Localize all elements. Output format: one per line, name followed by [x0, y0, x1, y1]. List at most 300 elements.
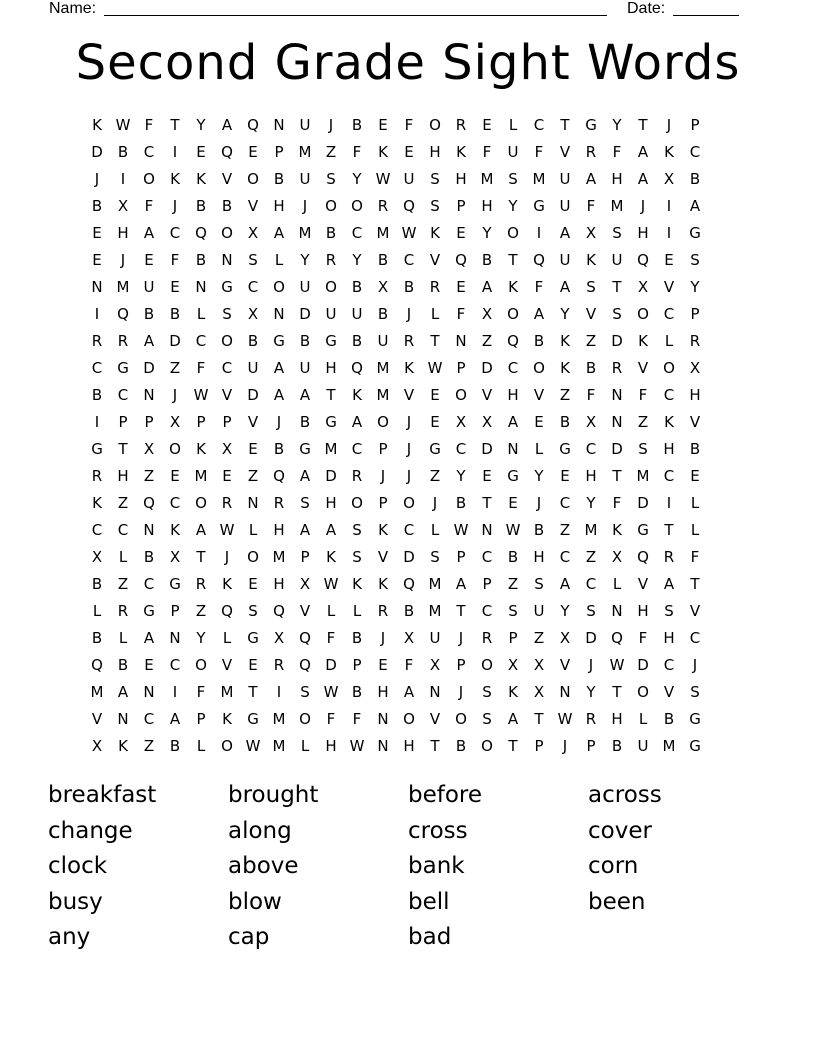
grid-letter: R [403, 332, 415, 350]
grid-letter: S [508, 170, 518, 188]
grid-letter: K [508, 683, 518, 701]
grid-letter: Q [117, 305, 129, 323]
grid-letter: M [298, 224, 312, 242]
grid-letter: K [170, 170, 180, 188]
grid-letter: U [143, 278, 155, 296]
grid-letter: C [143, 143, 155, 161]
grid-letter: T [196, 548, 206, 566]
grid-letter: S [482, 710, 492, 728]
grid-letter: C [403, 251, 415, 269]
grid-letter: S [248, 602, 258, 620]
grid-row [84, 220, 734, 247]
word-list-item: change [48, 817, 133, 844]
grid-letter: K [508, 278, 518, 296]
grid-letter: C [143, 575, 155, 593]
grid-letter: A [273, 359, 285, 377]
grid-letter: Y [560, 602, 570, 620]
grid-letter: M [272, 737, 286, 755]
grid-letter: G [299, 440, 311, 458]
grid-letter: J [380, 467, 386, 485]
grid-letter: E [404, 143, 414, 161]
grid-letter: S [586, 278, 596, 296]
grid-letter: X [611, 548, 623, 566]
grid-letter: C [689, 629, 701, 647]
grid-letter: E [456, 278, 466, 296]
grid-letter: N [143, 386, 155, 404]
grid-letter: C [351, 440, 363, 458]
grid-letter: K [352, 386, 362, 404]
grid-letter: V [559, 143, 571, 161]
grid-letter: W [323, 575, 339, 593]
grid-letter: X [689, 359, 701, 377]
grid-letter: G [507, 467, 519, 485]
grid-letter: W [609, 656, 625, 674]
grid-letter: I [94, 305, 100, 323]
word-list-item: bad [408, 924, 452, 951]
grid-letter: O [351, 197, 363, 215]
grid-letter: V [559, 656, 571, 674]
grid-letter: B [195, 197, 207, 215]
grid-row [84, 517, 734, 544]
grid-letter: T [430, 737, 440, 755]
grid-letter: R [221, 494, 233, 512]
grid-letter: H [637, 224, 649, 242]
grid-letter: H [663, 629, 675, 647]
grid-letter: S [300, 683, 310, 701]
grid-letter: O [221, 737, 233, 755]
grid-letter: A [689, 197, 701, 215]
grid-letter: S [612, 224, 622, 242]
grid-letter: O [637, 305, 649, 323]
grid-letter: V [663, 278, 675, 296]
grid-letter: O [325, 197, 337, 215]
grid-letter: M [584, 521, 598, 539]
grid-letter: K [378, 143, 388, 161]
grid-letter: M [610, 197, 624, 215]
grid-letter: J [120, 251, 126, 269]
grid-letter: P [118, 413, 128, 431]
grid-letter: S [222, 305, 232, 323]
grid-letter: B [195, 251, 207, 269]
grid-letter: H [273, 521, 285, 539]
grid-letter: X [637, 278, 649, 296]
grid-letter: K [560, 359, 570, 377]
grid-letter: X [91, 548, 103, 566]
grid-letter: H [533, 548, 545, 566]
grid-letter: R [273, 494, 285, 512]
word-list-item: across [588, 782, 662, 808]
grid-letter: C [507, 359, 519, 377]
grid-letter: A [143, 629, 155, 647]
grid-letter: A [273, 386, 285, 404]
grid-letter: W [193, 386, 209, 404]
grid-letter: L [690, 521, 700, 539]
grid-letter: H [325, 737, 337, 755]
grid-letter: B [585, 359, 597, 377]
grid-letter: P [456, 197, 466, 215]
grid-letter: U [429, 629, 441, 647]
grid-letter: V [91, 710, 103, 728]
grid-letter: Y [352, 170, 362, 188]
grid-letter: O [377, 413, 389, 431]
grid-letter: Q [299, 629, 311, 647]
grid-letter: F [352, 143, 362, 161]
word-list-item: brought [228, 782, 319, 808]
grid-letter: L [534, 440, 544, 458]
grid-letter: C [169, 224, 181, 242]
grid-letter: X [585, 224, 597, 242]
grid-letter: B [117, 143, 129, 161]
grid-letter: U [507, 143, 519, 161]
grid-letter: B [91, 575, 103, 593]
grid-letter: X [247, 224, 259, 242]
word-list [48, 778, 768, 956]
grid-letter: Y [508, 197, 518, 215]
grid-letter: S [352, 521, 362, 539]
grid-letter: S [638, 440, 648, 458]
grid-letter: X [481, 413, 493, 431]
word-list-item: before [408, 782, 483, 808]
grid-letter: M [116, 278, 130, 296]
grid-letter: Z [195, 602, 207, 620]
grid-letter: A [195, 521, 207, 539]
grid-letter: H [637, 602, 649, 620]
word-list-item: blow [228, 888, 282, 915]
grid-letter: Q [221, 602, 233, 620]
grid-letter: J [380, 629, 386, 647]
grid-letter: P [456, 548, 466, 566]
grid-letter: M [272, 548, 286, 566]
grid-letter: R [351, 467, 363, 485]
grid-letter: C [117, 386, 129, 404]
grid-letter: T [508, 737, 518, 755]
word-list-item: busy [48, 888, 103, 915]
grid-letter: Q [143, 494, 155, 512]
grid-letter: T [664, 521, 674, 539]
grid-letter: U [325, 305, 337, 323]
grid-letter: N [377, 737, 389, 755]
grid-letter: I [94, 413, 100, 431]
grid-letter: I [666, 224, 672, 242]
grid-letter: R [91, 332, 103, 350]
grid-letter: T [560, 116, 570, 134]
grid-letter: P [196, 710, 206, 728]
grid-letter: L [664, 332, 674, 350]
grid-letter: G [689, 737, 701, 755]
grid-letter: E [248, 143, 258, 161]
grid-letter: Z [169, 359, 181, 377]
grid-letter: B [481, 251, 493, 269]
grid-letter: L [508, 116, 518, 134]
grid-letter: S [430, 548, 440, 566]
grid-letter: A [299, 386, 311, 404]
grid-letter: B [351, 683, 363, 701]
grid-letter: A [637, 143, 649, 161]
grid-row [84, 301, 734, 328]
grid-letter: R [377, 602, 389, 620]
grid-letter: Q [221, 143, 233, 161]
grid-letter: P [170, 602, 180, 620]
grid-row [84, 139, 734, 166]
word-list-item [588, 920, 768, 956]
grid-letter: O [455, 710, 467, 728]
grid-row [84, 544, 734, 571]
grid-letter: Z [325, 143, 337, 161]
grid-letter: K [586, 251, 596, 269]
grid-letter: U [403, 170, 415, 188]
word-list-item: been [588, 888, 646, 915]
grid-letter: S [690, 251, 700, 269]
grid-letter: T [430, 332, 440, 350]
grid-letter: U [559, 197, 571, 215]
grid-letter: P [378, 494, 388, 512]
grid-letter: A [533, 305, 545, 323]
grid-letter: I [536, 224, 542, 242]
grid-letter: F [586, 197, 596, 215]
grid-letter: O [195, 494, 207, 512]
grid-letter: Y [352, 251, 362, 269]
grid-row [84, 490, 734, 517]
grid-letter: J [406, 305, 412, 323]
grid-letter: A [585, 170, 597, 188]
grid-letter: K [118, 737, 128, 755]
grid-letter: T [456, 602, 466, 620]
grid-letter: C [143, 710, 155, 728]
grid-letter: C [169, 656, 181, 674]
word-list-item: cross [408, 817, 468, 844]
grid-letter: X [273, 629, 285, 647]
grid-letter: Z [247, 467, 259, 485]
grid-letter: A [351, 413, 363, 431]
grid-letter: S [248, 251, 258, 269]
grid-letter: F [404, 656, 414, 674]
grid-letter: V [637, 359, 649, 377]
grid-letter: J [94, 170, 100, 188]
grid-letter: M [636, 467, 650, 485]
grid-letter: F [170, 251, 180, 269]
grid-letter: D [325, 467, 337, 485]
grid-letter: T [638, 116, 648, 134]
grid-letter: B [91, 386, 103, 404]
grid-letter: N [143, 683, 155, 701]
word-list-item: breakfast [48, 782, 157, 808]
grid-letter: N [195, 278, 207, 296]
grid-letter: O [663, 359, 675, 377]
grid-letter: K [222, 575, 232, 593]
grid-letter: N [91, 278, 103, 296]
grid-letter: L [222, 629, 232, 647]
grid-letter: A [559, 224, 571, 242]
word-list-item: any [48, 924, 91, 951]
grid-letter: K [222, 710, 232, 728]
grid-letter: K [456, 143, 466, 161]
grid-letter: Z [559, 386, 571, 404]
grid-letter: L [92, 602, 102, 620]
grid-letter: O [169, 440, 181, 458]
grid-row [84, 355, 734, 382]
grid-letter: N [611, 602, 623, 620]
grid-letter: R [117, 602, 129, 620]
grid-letter: J [666, 116, 672, 134]
word-list-item: bell [408, 888, 450, 915]
grid-letter: I [666, 494, 672, 512]
grid-row [84, 328, 734, 355]
grid-letter: J [458, 629, 464, 647]
name-blank-line [104, 15, 607, 16]
grid-letter: B [507, 548, 519, 566]
grid-letter: Q [611, 629, 623, 647]
grid-letter: W [557, 710, 573, 728]
grid-letter: A [455, 575, 467, 593]
grid-letter: A [221, 116, 233, 134]
grid-letter: S [482, 683, 492, 701]
grid-letter: L [326, 602, 336, 620]
grid-letter: W [323, 683, 339, 701]
grid-letter: R [585, 143, 597, 161]
grid-letter: N [559, 683, 571, 701]
grid-letter: T [326, 386, 336, 404]
grid-letter: J [406, 440, 412, 458]
grid-letter: W [245, 737, 261, 755]
grid-row [84, 193, 734, 220]
grid-letter: V [429, 251, 441, 269]
grid-letter: B [299, 332, 311, 350]
grid-letter: P [534, 737, 544, 755]
grid-letter: P [222, 413, 232, 431]
grid-letter: S [352, 548, 362, 566]
grid-letter: M [324, 440, 338, 458]
grid-letter: J [588, 656, 594, 674]
grid-letter: W [427, 359, 443, 377]
grid-letter: Y [690, 278, 700, 296]
grid-letter: X [663, 170, 675, 188]
grid-letter: A [559, 278, 571, 296]
grid-letter: Z [507, 575, 519, 593]
grid-letter: X [143, 440, 155, 458]
grid-letter: F [196, 683, 206, 701]
grid-letter: J [406, 467, 412, 485]
grid-letter: K [378, 575, 388, 593]
grid-letter: Z [143, 467, 155, 485]
grid-letter: F [534, 143, 544, 161]
grid-letter: V [247, 197, 259, 215]
grid-letter: F [144, 197, 154, 215]
grid-letter: A [403, 683, 415, 701]
grid-letter: C [195, 332, 207, 350]
grid-letter: B [143, 305, 155, 323]
grid-letter: C [117, 521, 129, 539]
grid-letter: S [300, 494, 310, 512]
grid-letter: V [663, 683, 675, 701]
grid-letter: V [481, 386, 493, 404]
grid-letter: C [91, 359, 103, 377]
grid-letter: H [403, 737, 415, 755]
grid-letter: T [248, 683, 258, 701]
grid-letter: V [221, 170, 233, 188]
grid-letter: V [299, 602, 311, 620]
grid-letter: U [299, 359, 311, 377]
grid-letter: Q [637, 548, 649, 566]
grid-letter: C [481, 548, 493, 566]
grid-letter: Y [560, 305, 570, 323]
grid-letter: R [195, 575, 207, 593]
grid-letter: O [507, 305, 519, 323]
grid-letter: Q [273, 467, 285, 485]
grid-letter: F [690, 548, 700, 566]
grid-letter: Q [455, 251, 467, 269]
grid-letter: R [611, 359, 623, 377]
grid-letter: D [611, 332, 623, 350]
grid-letter: G [247, 710, 259, 728]
grid-letter: A [143, 224, 155, 242]
grid-letter: B [221, 197, 233, 215]
grid-letter: K [378, 521, 388, 539]
grid-letter: K [352, 575, 362, 593]
grid-letter: M [662, 737, 676, 755]
grid-letter: K [638, 332, 648, 350]
grid-letter: U [299, 170, 311, 188]
grid-letter: T [534, 710, 544, 728]
grid-letter: D [247, 386, 259, 404]
grid-letter: K [664, 143, 674, 161]
grid-letter: S [430, 170, 440, 188]
grid-letter: E [664, 251, 674, 269]
grid-letter: O [455, 386, 467, 404]
grid-letter: Z [585, 332, 597, 350]
grid-letter: F [638, 386, 648, 404]
grid-letter: H [325, 494, 337, 512]
grid-letter: K [612, 521, 622, 539]
grid-letter: G [325, 413, 337, 431]
grid-letter: X [507, 656, 519, 674]
grid-letter: M [532, 170, 546, 188]
grid-letter: S [586, 602, 596, 620]
grid-letter: M [428, 602, 442, 620]
grid-letter: O [637, 683, 649, 701]
grid-letter: D [585, 629, 597, 647]
grid-letter: F [612, 494, 622, 512]
grid-row [84, 679, 734, 706]
grid-letter: P [378, 440, 388, 458]
grid-letter: C [221, 359, 233, 377]
grid-letter: L [196, 305, 206, 323]
grid-letter: K [196, 440, 206, 458]
date-label: Date: [627, 0, 666, 17]
grid-letter: B [403, 602, 415, 620]
grid-letter: S [508, 602, 518, 620]
grid-letter: I [120, 170, 126, 188]
grid-letter: N [169, 629, 181, 647]
grid-letter: M [194, 467, 208, 485]
grid-letter: A [507, 413, 519, 431]
grid-letter: C [455, 440, 467, 458]
grid-letter: H [325, 359, 337, 377]
grid-letter: X [559, 629, 571, 647]
grid-letter: A [663, 575, 675, 593]
grid-letter: U [637, 737, 649, 755]
grid-letter: N [273, 305, 285, 323]
grid-letter: V [403, 386, 415, 404]
grid-letter: A [299, 467, 311, 485]
word-list-item: along [228, 817, 292, 844]
grid-row [84, 598, 734, 625]
grid-letter: G [637, 521, 649, 539]
grid-letter: Y [300, 251, 310, 269]
grid-letter: S [430, 197, 440, 215]
grid-letter: W [375, 170, 391, 188]
grid-letter: A [273, 224, 285, 242]
grid-letter: N [481, 521, 493, 539]
